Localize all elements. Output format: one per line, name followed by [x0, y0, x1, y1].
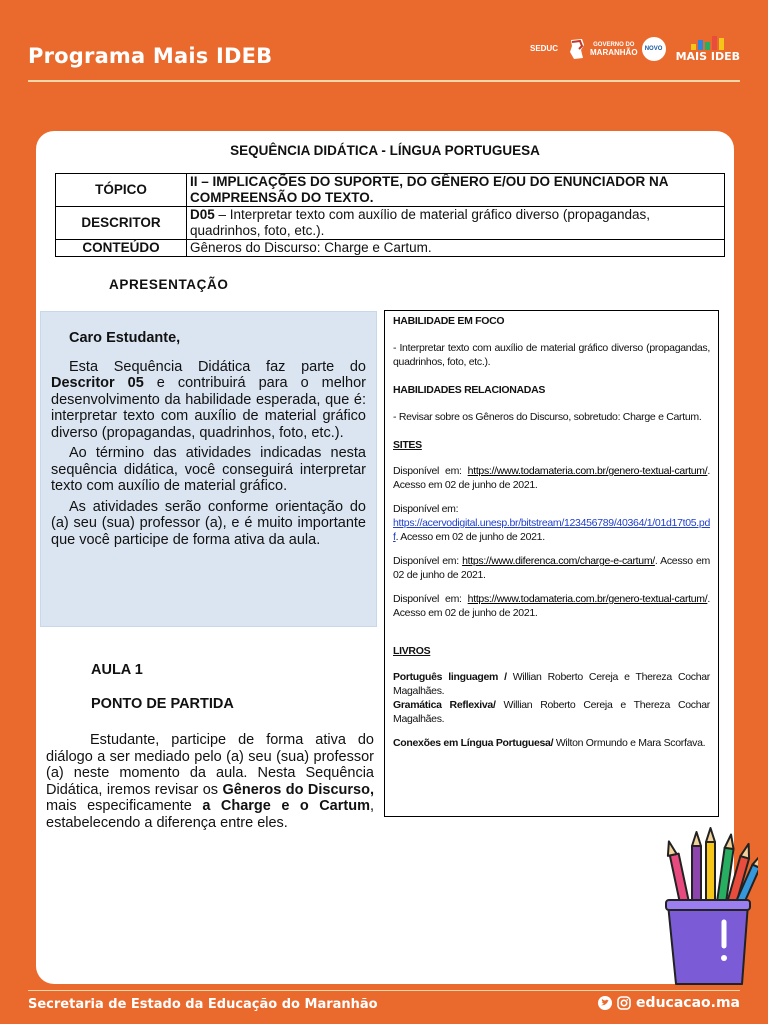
governo-maranhao-logo	[568, 37, 666, 61]
topico-label: TÓPICO	[56, 174, 187, 207]
site-link[interactable]: https://www.todamateria.com.br/genero-textual-cartum/	[467, 593, 708, 605]
site-prefix: Disponível em:	[393, 465, 468, 477]
intro-box	[40, 311, 377, 627]
site-link[interactable]: https://www.diferenca.com/charge-e-cartum/	[462, 555, 655, 567]
ponto-de-partida-heading: PONTO DE PARTIDA	[91, 696, 234, 712]
aula-text-a: Estudante, participe de forma ativa do diálogo a ser mediado pelo (a) seu (sua) professor (a) neste momento da aula. Nesta Sequência Didática, iremos revisar os	[46, 732, 374, 798]
sites-heading: SITES	[393, 439, 422, 451]
maranhao-map-icon	[568, 38, 586, 60]
twitter-icon[interactable]	[598, 996, 612, 1010]
maranhao-label: MARANHÃO	[590, 47, 638, 57]
footer-secretaria: Secretaria de Estado da Educação do Maranhão	[28, 997, 378, 1012]
instagram-icon[interactable]	[617, 996, 631, 1010]
aula-bold-generos: Gêneros do Discurso,	[222, 781, 374, 798]
header-divider	[28, 80, 740, 82]
governo-label: GOVERNO DO	[593, 41, 635, 48]
relacionadas-heading: HABILIDADES RELACIONADAS	[393, 384, 546, 396]
social-handle[interactable]: educacao.ma	[636, 995, 740, 1011]
intro-paragraph-2: Ao término das atividades indicadas nesta sequência didática, você conseguirá interpretar texto com auxílio de material gráfico.	[51, 445, 366, 494]
conteudo-label: CONTEÚDO	[56, 240, 187, 257]
resources-box	[384, 310, 719, 817]
header-title: Programa Mais IDEB	[28, 44, 273, 68]
site-link[interactable]: https://acervodigital.unesp.br/bitstream/123456789/40364/1/01d17t05.pdf	[393, 517, 710, 543]
site-entry	[393, 502, 710, 544]
aula-heading: AULA 1	[91, 662, 143, 678]
descritor-ref: Descritor 05	[51, 375, 144, 391]
site-entry	[393, 592, 710, 620]
mais-ideb-label: MAIS IDEB	[675, 50, 740, 63]
topico-value: II – IMPLICAÇÕES DO SUPORTE, DO GÊNERO E/OU DO ENUNCIADOR NA COMPREENSÃO DO TEXTO.	[187, 174, 725, 207]
habilidade-heading: HABILIDADE EM FOCO	[393, 315, 505, 327]
greeting: Caro Estudante,	[69, 330, 181, 346]
aula-text-c: mais especificamente	[46, 798, 203, 814]
table-row	[56, 174, 725, 207]
livro-authors: Willian Roberto Cereja e Thereza Cochar Magalhães.	[393, 671, 710, 697]
footer-social	[598, 995, 740, 1011]
table-row	[56, 240, 725, 257]
mais-ideb-logo	[676, 34, 740, 63]
info-table	[55, 173, 725, 257]
descritor-label: DESCRITOR	[56, 207, 187, 240]
livro-authors: Wilton Ormundo e Mara Scorfava.	[553, 737, 706, 749]
site-link[interactable]: https://www.todamateria.com.br/genero-textual-cartum/	[467, 465, 708, 477]
livro-entry	[393, 736, 710, 750]
site-suffix: . Acesso em 02 de junho de 2021.	[395, 531, 545, 543]
site-entry	[393, 554, 710, 582]
descritor-text: – Interpretar texto com auxílio de material gráfico diverso (propagandas, quadrinhos, foto, etc.).	[190, 207, 650, 238]
site-suffix: . Acesso em 02 de junho de 2021.	[393, 555, 710, 581]
header-logos	[530, 34, 740, 63]
site-suffix: . Acesso em 02 de junho de 2021.	[393, 465, 710, 491]
intro-paragraph-3: As atividades serão conforme orientação do (a) seu (sua) professor (a), e é muito importante que você participe de forma ativa da aula.	[51, 498, 366, 548]
livro-title: Conexões em Língua Portuguesa/	[393, 737, 554, 749]
descritor-code: D05	[190, 207, 215, 222]
site-suffix: . Acesso em 02 de junho de 2021.	[393, 593, 710, 619]
livro-title: Gramática Reflexiva/	[393, 699, 496, 711]
livro-authors: Willian Roberto Cereja e Thereza Cochar Magalhães.	[393, 699, 710, 725]
document-card	[36, 131, 734, 984]
pencil-cup-illustration	[662, 826, 758, 988]
novo-badge: NOVO	[642, 37, 666, 61]
footer-divider	[28, 990, 740, 991]
intro-paragraph-1	[51, 359, 366, 442]
site-prefix: Disponível em:	[393, 555, 463, 567]
conteudo-value: Gêneros do Discurso: Charge e Cartum.	[187, 240, 725, 257]
site-prefix: Disponível em:	[393, 593, 468, 605]
livros-heading: LIVROS	[393, 645, 431, 657]
livro-entry	[393, 698, 710, 726]
relacionadas-text: - Revisar sobre os Gêneros do Discurso, sobretudo: Charge e Cartum.	[393, 411, 702, 423]
aula-text-d: , estabelecendo a diferença entre eles.	[46, 798, 374, 831]
intro-p1-text: Esta Sequência Didática faz parte do	[69, 358, 366, 375]
aula-bold-charge: a Charge e o Cartum	[202, 798, 370, 814]
table-row	[56, 207, 725, 240]
aula-paragraph	[46, 732, 374, 831]
intro-p1-text-end: e contribuirá para o melhor desenvolvimento da habilidade esperada, que é: interpretar texto com auxílio de material gráfico diverso (propagandas, quadrinhos, foto, etc.).	[51, 375, 366, 441]
bar-chart-icon	[691, 34, 724, 50]
site-prefix: Disponível em:	[393, 503, 459, 515]
descritor-value	[187, 207, 725, 240]
livro-title: Português linguagem /	[393, 671, 507, 683]
livro-entry	[393, 670, 710, 698]
site-entry	[393, 464, 710, 492]
habilidade-text: - Interpretar texto com auxílio de material gráfico diverso (propagandas, quadrinhos, foto, etc.).	[393, 342, 710, 368]
seduc-label: SEDUC	[529, 44, 558, 53]
document-title: SEQUÊNCIA DIDÁTICA - LÍNGUA PORTUGUESA	[230, 143, 540, 158]
apresentacao-heading: APRESENTAÇÃO	[109, 277, 229, 292]
